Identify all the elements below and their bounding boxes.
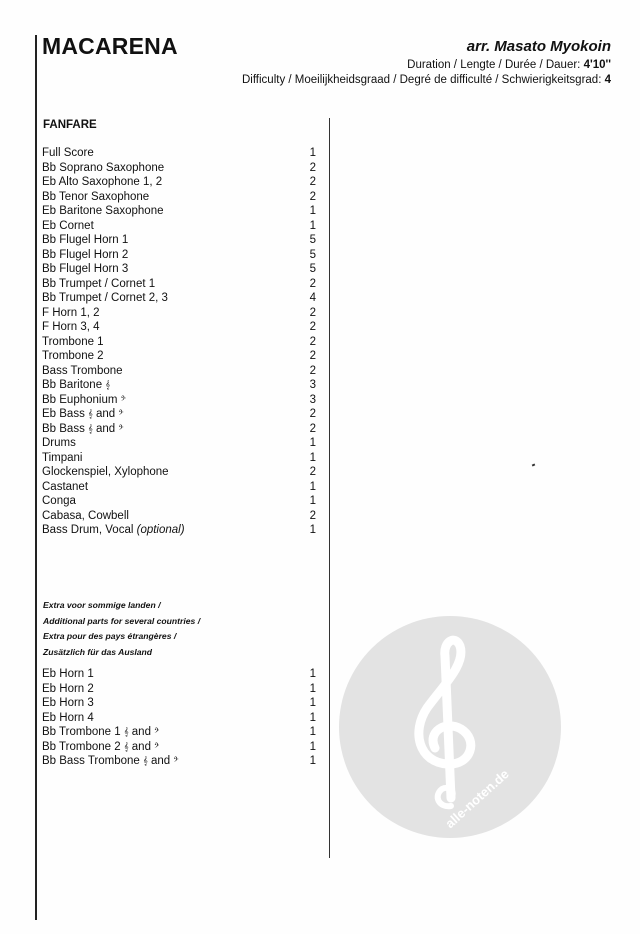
part-name: Eb Alto Saxophone 1, 2 [42, 176, 163, 188]
part-row [42, 393, 316, 408]
part-quantity: 2 [309, 509, 316, 522]
part-quantity: 2 [309, 190, 316, 203]
part-name: Conga [42, 495, 76, 507]
column-divider [329, 118, 330, 858]
part-quantity: 2 [309, 350, 316, 362]
part-row [42, 146, 316, 161]
part-name: Eb Cornet [42, 219, 94, 232]
part-row [42, 509, 316, 524]
extra-note-line: Additional parts for several countries / [43, 615, 201, 626]
part-row [42, 364, 316, 379]
part-quantity: 1 [309, 755, 316, 767]
part-name: Bass Drum, Vocal (optional) [42, 524, 185, 536]
difficulty-label: Difficulty / Moeilijkheidsgraad / Degré de difficulté / Schwierigkeitsgrad: [241, 74, 602, 86]
part-quantity: 1 [309, 495, 316, 507]
clef-icon: 𝄢 [118, 423, 124, 433]
arranger: arr. Masato Myokoin [466, 38, 611, 55]
part-quantity: 2 [309, 321, 316, 333]
part-row [42, 754, 316, 769]
clef-icon: 𝄢 [154, 727, 160, 736]
part-quantity: 1 [309, 682, 316, 695]
part-row [42, 422, 316, 437]
part-quantity: 1 [309, 726, 316, 738]
part-row [42, 306, 316, 321]
part-quantity: 1 [309, 524, 316, 536]
part-quantity: 1 [309, 668, 316, 680]
part-name: Cabasa, Cowbell [42, 509, 129, 522]
clef-icon: 𝄢 [154, 741, 160, 751]
part-row [42, 696, 316, 711]
part-name: Bb Bass 𝄞 and 𝄢 [42, 422, 124, 435]
part-row [42, 465, 316, 480]
part-row [42, 523, 316, 538]
part-name: Eb Horn 1 [42, 668, 94, 680]
clef-icon: 𝄢 [173, 756, 179, 765]
clef-icon: 𝄞 [123, 727, 129, 736]
extra-note-line: Extra pour des pays étrangères / [43, 631, 177, 642]
part-name: Castanet [42, 480, 89, 493]
part-row [42, 248, 316, 263]
parts-list [42, 146, 316, 538]
part-name: Bb Trombone 1 𝄞 and 𝄢 [42, 726, 160, 738]
part-name: Full Score [42, 147, 94, 159]
part-row [42, 175, 316, 190]
part-quantity: 3 [309, 379, 316, 391]
section-title: FANFARE [43, 119, 97, 131]
part-row [42, 349, 316, 364]
part-quantity: 5 [309, 234, 316, 246]
part-name: Bb Trumpet / Cornet 2, 3 [42, 292, 168, 304]
clef-icon: 𝄢 [118, 409, 124, 418]
part-row [42, 277, 316, 292]
part-row [42, 233, 316, 248]
watermark [339, 616, 561, 838]
part-name: Timpani [42, 451, 83, 464]
part-name: Bb Flugel Horn 1 [42, 234, 129, 246]
part-name: Glockenspiel, Xylophone [42, 466, 169, 478]
part-name: Bb Flugel Horn 2 [42, 248, 129, 261]
part-name: Eb Horn 3 [42, 697, 94, 709]
scan-speck [532, 463, 536, 466]
part-row [42, 378, 316, 393]
part-name: F Horn 3, 4 [42, 321, 100, 333]
extra-parts-note [43, 598, 200, 660]
part-name: Eb Horn 2 [42, 682, 94, 695]
part-quantity: 2 [309, 277, 316, 290]
clef-icon: 𝄞 [143, 756, 148, 765]
part-quantity: 2 [309, 176, 316, 188]
part-quantity: 2 [309, 161, 316, 174]
part-name: Bb Soprano Saxophone [42, 161, 165, 174]
part-name: Bass Trombone [42, 364, 123, 377]
part-row [42, 219, 316, 234]
part-name: Trombone 1 [42, 335, 104, 348]
part-quantity: 1 [309, 147, 316, 159]
part-quantity: 1 [309, 697, 316, 709]
part-quantity: 1 [309, 219, 316, 232]
part-quantity: 5 [309, 263, 316, 275]
part-name: Bb Bass Trombone 𝄞 and 𝄢 [42, 755, 179, 767]
part-name: F Horn 1, 2 [42, 306, 100, 319]
extra-parts-list [42, 667, 316, 769]
difficulty-value: 4 [604, 74, 611, 86]
extra-note-line: Extra voor sommige landen / [43, 600, 161, 610]
part-row [42, 480, 316, 495]
part-name: Trombone 2 [42, 350, 104, 362]
part-quantity: 1 [309, 740, 316, 753]
part-name: Bb Tenor Saxophone [42, 190, 150, 203]
watermark-text: alle-noten.de [442, 766, 512, 832]
part-quantity: 1 [309, 451, 316, 464]
part-row [42, 451, 316, 466]
part-name: Bb Flugel Horn 3 [42, 263, 129, 275]
left-margin-rule [35, 35, 37, 920]
clef-icon: 𝄞 [88, 423, 93, 433]
duration-value: 4'10'' [583, 59, 611, 71]
part-name: Bb Trumpet / Cornet 1 [42, 277, 156, 290]
clef-icon: 𝄢 [120, 394, 126, 404]
part-row [42, 682, 316, 697]
extra-note-line: Zusätzlich für das Ausland [43, 646, 153, 657]
part-quantity: 2 [309, 466, 316, 478]
part-quantity: 5 [309, 248, 316, 261]
part-row [42, 725, 316, 740]
part-quantity: 1 [309, 711, 316, 724]
part-row [42, 740, 316, 755]
part-row [42, 407, 316, 422]
part-quantity: 4 [309, 292, 316, 304]
clef-icon: 𝄞 [105, 380, 111, 389]
part-row [42, 291, 316, 306]
part-row [42, 204, 316, 219]
part-row [42, 711, 316, 726]
part-row [42, 262, 316, 277]
part-name: Bb Trombone 2 𝄞 and 𝄢 [42, 740, 160, 753]
part-row [42, 190, 316, 205]
part-row [42, 494, 316, 509]
part-name: Bb Euphonium 𝄢 [42, 393, 126, 406]
part-name: Bb Baritone 𝄞 [42, 379, 111, 391]
part-quantity: 2 [309, 364, 316, 377]
part-quantity: 1 [309, 480, 316, 493]
part-quantity: 3 [309, 393, 316, 406]
part-row [42, 161, 316, 176]
duration-line [407, 59, 611, 71]
part-quantity: 1 [309, 437, 316, 449]
duration-label: Duration / Lengte / Durée / Dauer: [407, 59, 581, 71]
piece-title: MACARENA [42, 33, 178, 59]
part-row [42, 335, 316, 350]
part-row [42, 320, 316, 335]
clef-icon: 𝄞 [123, 741, 129, 751]
part-quantity: 2 [309, 422, 316, 435]
part-quantity: 2 [309, 306, 316, 319]
part-quantity: 2 [309, 335, 316, 348]
part-name: Eb Baritone Saxophone [42, 205, 164, 217]
part-name: Eb Bass 𝄞 and 𝄢 [42, 408, 124, 420]
part-quantity: 1 [309, 205, 316, 217]
part-name: Drums [42, 437, 76, 449]
part-name: Eb Horn 4 [42, 711, 94, 724]
clef-icon: 𝄞 [88, 409, 93, 418]
part-quantity: 2 [309, 408, 316, 420]
part-row [42, 667, 316, 682]
part-row [42, 436, 316, 451]
difficulty-line [242, 74, 611, 86]
